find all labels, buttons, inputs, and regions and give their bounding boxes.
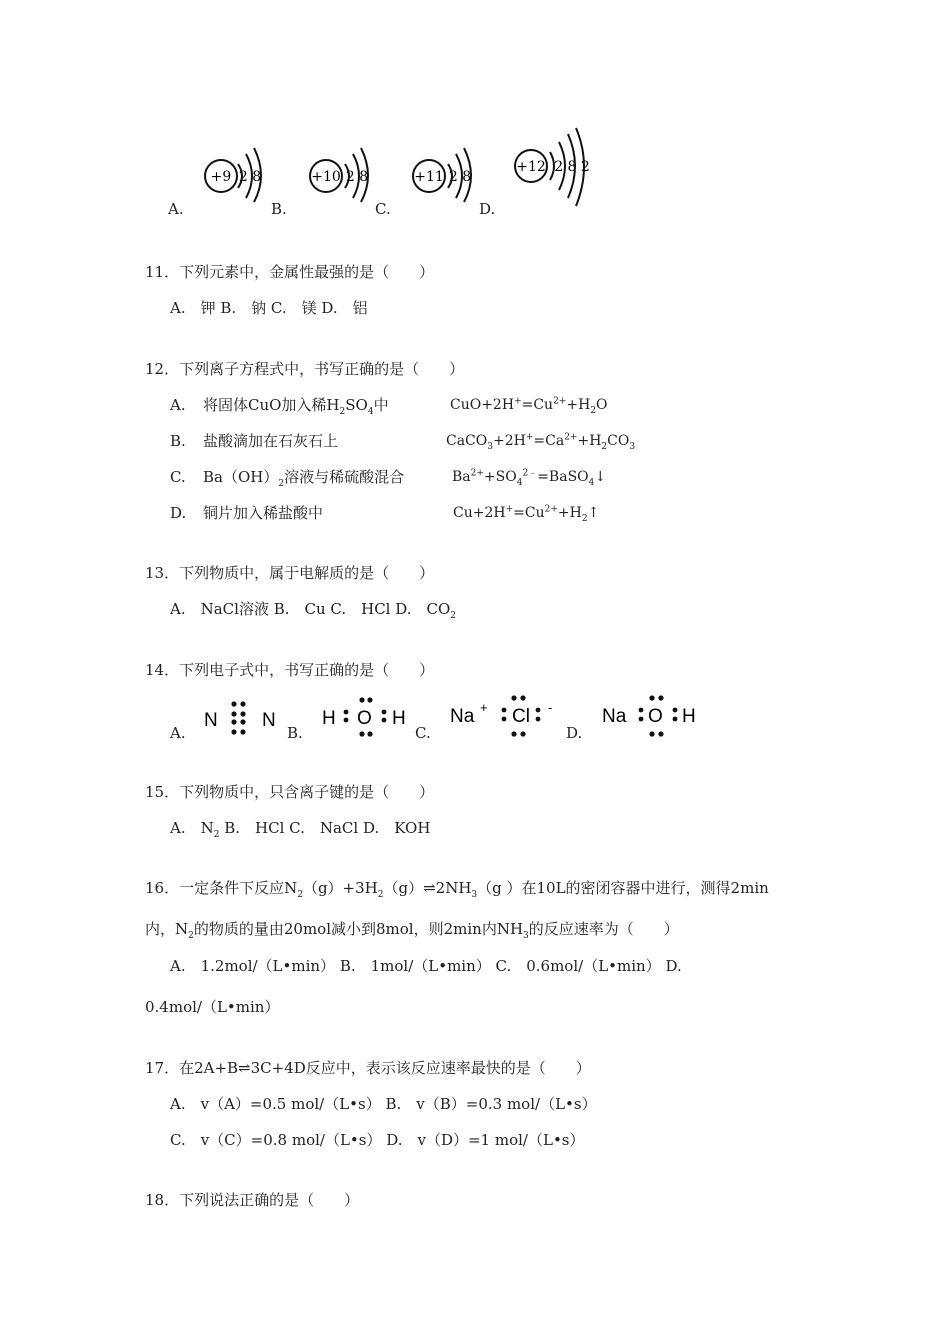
atom-c-core: +11 xyxy=(414,169,444,185)
atom-a-core: +9 xyxy=(210,169,232,185)
svg-text:+: + xyxy=(480,700,488,715)
q14-label-a: A. xyxy=(170,724,186,742)
q16-stem-line1: 16．一定条件下反应$N_2(g)+3H_2(g)\rightleftharpoons 2NH_3(g$ ）在10L的密闭容器中进行，测得2min xyxy=(145,879,769,900)
q13-options: A. NaCl溶液 B. Cu C. HCl D. $CO_2$ xyxy=(170,600,457,621)
svg-text:Na: Na xyxy=(602,706,627,727)
svg-text:N: N xyxy=(204,710,218,731)
q17-stem: 17．在2A+B⇌3C+4D反应中，表示该反应速率最快的是（ ） xyxy=(145,1059,591,1077)
q12-a-desc: 将固体CuO加入稀$H_2SO_4$中 xyxy=(203,396,389,417)
q12-c-equation: $Ba^{2+}+SO_4^{2﹣}=BaSO_4↓$ xyxy=(452,468,607,488)
svg-text:H: H xyxy=(682,706,696,727)
q18-stem: 18．下列说法正确的是（ ） xyxy=(145,1191,360,1209)
q14-label-c: C. xyxy=(415,724,431,742)
q12-b-desc: 盐酸滴加在石灰石上 xyxy=(203,432,339,450)
atom-diagram-d xyxy=(510,124,595,213)
lewis-n2 xyxy=(200,698,286,738)
q16-options-line1: A. 1.2mol/（L•min） B. 1mol/（L•min） C. 0.6mol/（L•min） D. xyxy=(170,957,682,975)
q12-c-label: C. xyxy=(170,468,186,486)
q14-label-b: B. xyxy=(287,724,303,742)
q11-stem: 11．下列元素中，金属性最强的是（ ） xyxy=(145,263,435,281)
atom-d-core: +12 xyxy=(516,159,546,175)
q10-label-a: A. xyxy=(168,200,184,218)
svg-text:H: H xyxy=(322,708,336,729)
q15-stem: 15．下列物质中，只含离子键的是（ ） xyxy=(145,783,435,801)
svg-text:Cl: Cl xyxy=(512,706,530,727)
svg-text:H: H xyxy=(392,708,406,729)
q12-b-equation: $CaCO_3+2H^+=Ca^{2+}+H_2CO_3$ xyxy=(446,432,636,452)
q12-d-label: D. xyxy=(170,504,187,522)
q14-stem: 14．下列电子式中，书写正确的是（ ） xyxy=(145,661,435,679)
atom-diagram-b xyxy=(305,140,380,209)
q16-stem-line2: 内，$N_2$的物质的量由20mol减小到8mol，则2min内$NH_3$的反应速率为（ ） xyxy=(145,920,679,941)
atom-b-core: +10 xyxy=(311,169,341,185)
svg-text:-: - xyxy=(548,700,553,715)
atom-b-shells: 2 8 xyxy=(345,169,369,185)
q10-label-c: C. xyxy=(375,200,391,218)
svg-text:N: N xyxy=(262,710,276,731)
q12-b-label: B. xyxy=(170,432,186,450)
q12-a-equation: $CuO+2H^+=Cu^{2+}+H_2O$ xyxy=(450,396,608,416)
q17-options-line1: A. v（A）=0.5 mol/（L•s） B. v（B）=0.3 mol/（L•s） xyxy=(170,1095,597,1113)
atom-d-shells: 2 8 2 xyxy=(554,159,590,175)
svg-text:O: O xyxy=(648,706,663,727)
q10-label-b: B. xyxy=(271,200,287,218)
q12-c-desc: $Ba(OH)_2$溶液与稀硫酸混合 xyxy=(203,468,405,489)
svg-text:Na: Na xyxy=(450,706,475,727)
atom-a-shells: 2 8 xyxy=(238,169,262,185)
lewis-h2o xyxy=(318,694,414,738)
atom-diagram-c xyxy=(408,140,483,209)
q15-options: A. $N_2$ B. HCl C. NaCl D. KOH xyxy=(170,819,431,840)
q17-options-line2: C. v（C）=0.8 mol/（L•s） D. v（D）=1 mol/（L•s） xyxy=(170,1131,585,1149)
lewis-naoh xyxy=(600,692,704,738)
q12-stem: 12．下列离子方程式中，书写正确的是（ ） xyxy=(145,360,465,378)
q16-options-line2: 0.4mol/（L•min） xyxy=(145,998,280,1016)
q13-stem: 13．下列物质中，属于电解质的是（ ） xyxy=(145,564,435,582)
q11-options: A. 钾 B. 钠 C. 镁 D. 铝 xyxy=(170,299,368,317)
atom-c-shells: 2 8 xyxy=(448,169,472,185)
atom-diagram-a xyxy=(200,140,275,209)
lewis-nacl xyxy=(448,692,560,738)
q12-d-equation: $Cu+2H^+=Cu^{2+}+H_2↑$ xyxy=(453,504,600,524)
q14-label-d: D. xyxy=(566,724,583,742)
svg-text:O: O xyxy=(357,708,372,729)
q12-d-desc: 铜片加入稀盐酸中 xyxy=(203,504,324,522)
q10-label-d: D. xyxy=(479,200,496,218)
q12-a-label: A. xyxy=(170,396,186,414)
